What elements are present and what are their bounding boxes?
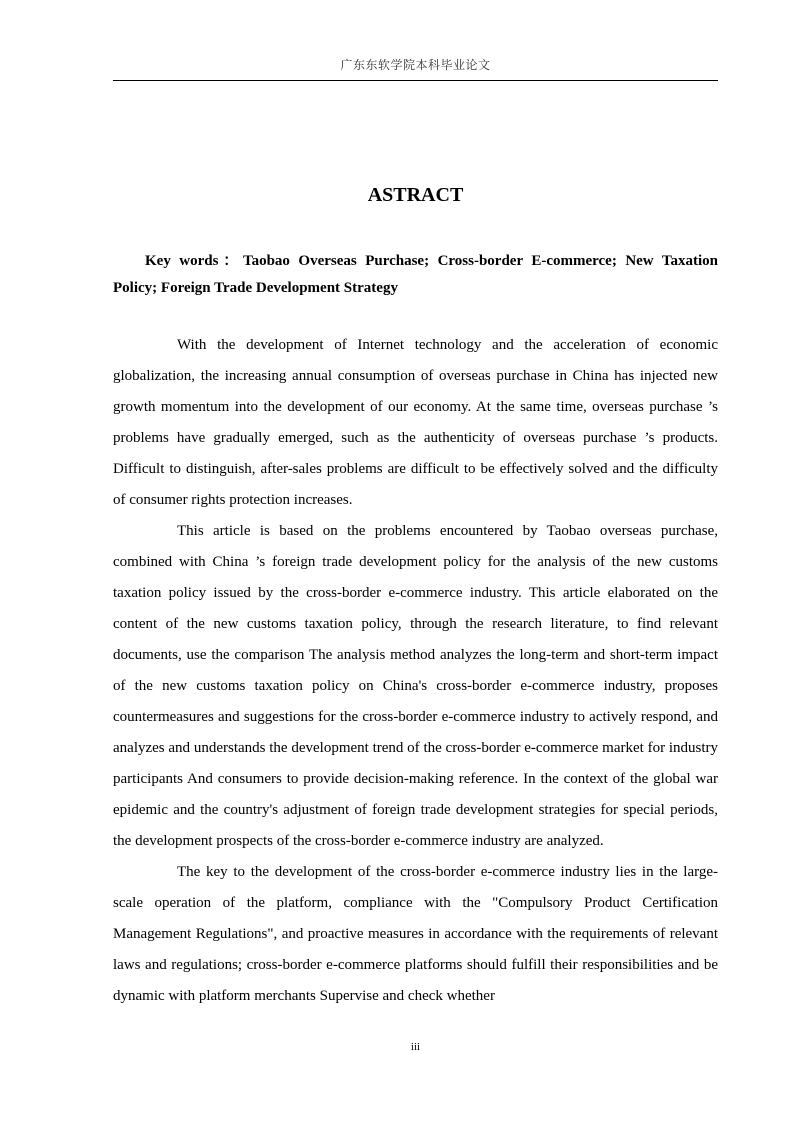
abstract-paragraph-2: This article is based on the problems encountered by Taobao overseas purchase, combined with China ’s foreign trade development policy for the analysis of the new customs taxation policy issued by the cross-border e-commerce industry. This article elaborated on the content of the new customs taxation policy, through the research literature, to find relevant documents, use the comparison The analysis method analyzes the long-term and short-term impact of the new customs taxation policy on China's cross-border e-commerce industry, proposes countermeasures and suggestions for the cross-border e-commerce industry to actively respond, and analyzes and understands the development trend of the cross-border e-commerce market for industry participants And consumers to provide decision-making reference. In the context of the global war epidemic and the country's adjustment of foreign trade development strategies for special periods, the development prospects of the cross-border e-commerce industry are analyzed. (113, 523, 718, 849)
keywords-label: Key words： (145, 253, 243, 269)
abstract-body (113, 330, 718, 1012)
page-number: iii (410, 1041, 421, 1053)
keywords-line (113, 248, 718, 302)
abstract-paragraph-3: The key to the development of the cross-border e-commerce industry lies in the large-scale operation of the platform, compliance with the "Compulsory Product Certification Management Regulations", and proactive measures in accordance with the requirements of relevant laws and regulations; cross-border e-commerce platforms should fulfill their responsibilities and be dynamic with platform merchants Supervise and check whether (113, 864, 718, 1004)
abstract-paragraph-1: With the development of Internet technology and the acceleration of economic globalization, the increasing annual consumption of overseas purchase in China has injected new growth momentum into the development of our economy. At the same time, overseas purchase ’s problems have gradually emerged, such as the authenticity of overseas purchase ’s products. Difficult to distinguish, after-sales problems are difficult to be effectively solved and the difficulty of consumer rights protection increases. (113, 337, 718, 508)
running-header: 广东东软学院本科毕业论文 (340, 58, 491, 72)
abstract-title: ASTRACT (367, 184, 464, 206)
keywords-list: Taobao Overseas Purchase; Cross-border E-commerce; New Taxation Policy; Foreign Trade Development Strategy (113, 253, 718, 296)
header-rule (113, 80, 718, 81)
